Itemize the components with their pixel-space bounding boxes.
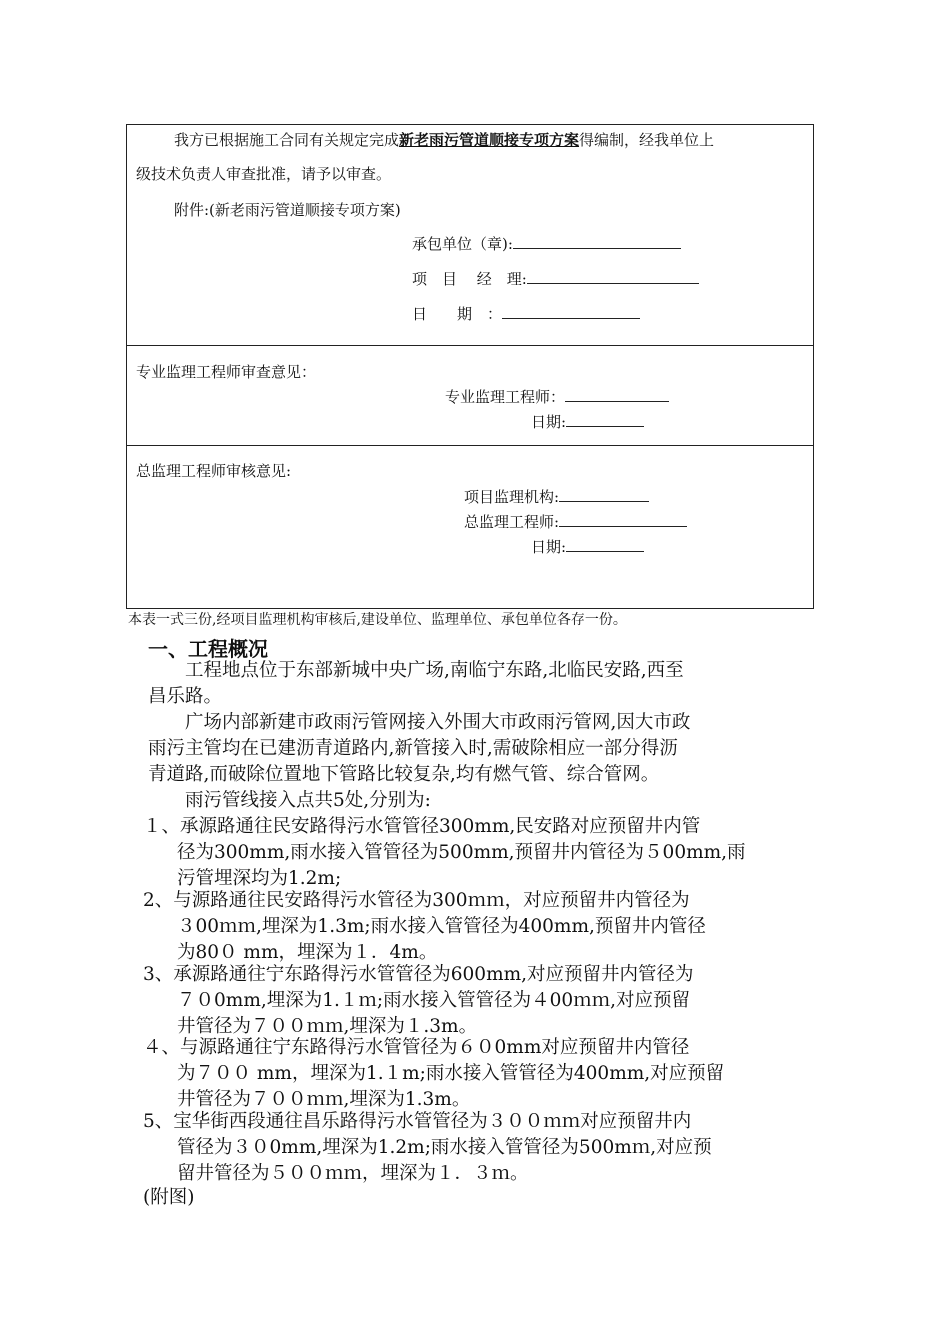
specialist-date-row: 日期: — [531, 411, 644, 432]
attachment-line: 附件:(新老雨污管道顺接专项方案) — [174, 201, 401, 219]
list-item: 管径为３０0mm,埋深为1.2m;雨水接入管管径为500mｍ,对应预 — [177, 1137, 712, 1158]
list-item: 2、与源路通往民安路得污水管径为300ｍｍ，对应预留井内管径为 — [143, 890, 690, 911]
chief-heading: 总监理工程师审核意见: — [136, 462, 292, 480]
chief-review-section — [127, 446, 813, 608]
list-item: 留井管径为５００ｍｍ，埋深为１．３ｍ。 — [177, 1163, 529, 1184]
paragraph-line: 雨污主管均在已建沥青道路内,新管接入时,需破除相应一部分得沥 — [148, 738, 678, 759]
list-item: 径为300mm,雨水接入管管径为500mm,预留井内管径为５00mm,雨 — [177, 842, 746, 863]
list-item: 为80０ mm，埋深为１．4m。 — [177, 942, 438, 963]
supervision-org-line[interactable] — [559, 486, 649, 502]
paragraph-line: 广场内部新建市政雨污管网接入外围大市政雨污管网,因大市政 — [148, 712, 691, 733]
specialist-date-line[interactable] — [566, 411, 644, 427]
list-item: 井管径为７００ｍｍ,埋深为1.3m。 — [177, 1089, 471, 1110]
list-item: １、承源路通往民安路得污水管管径300mm,民安路对应预留井内管 — [143, 816, 701, 837]
specialist-heading: 专业监理工程师审查意见： — [136, 363, 317, 381]
contractor-signature-line[interactable] — [513, 233, 681, 249]
chief-engineer-row: 总监理工程师: — [464, 511, 687, 532]
specialist-review-section — [127, 346, 813, 446]
chief-date-line[interactable] — [566, 536, 644, 552]
contractor-row: 承包单位（章): — [412, 233, 681, 254]
project-manager-signature-line[interactable] — [527, 268, 699, 284]
paragraph-line: 昌乐路。 — [148, 686, 223, 707]
specialist-signature-line[interactable] — [565, 386, 669, 402]
supervision-org-row: 项目监理机构: — [464, 486, 649, 507]
list-item: ３00ｍｍ,埋深为1.3m;雨水接入管管径为400mm,预留井内管径 — [177, 916, 706, 937]
list-item: 5、宝华街西段通往昌乐路得污水管管径为３００ｍｍ对应预留井内 — [143, 1111, 692, 1132]
chief-date-row: 日期: — [531, 536, 644, 557]
intro-line-1: 我方已根据施工合同有关规定完成新老雨污管道顺接专项方案得编制，经我单位上 — [174, 131, 715, 149]
approval-form — [126, 124, 814, 609]
project-manager-row: 项 目 经 理: — [412, 268, 699, 289]
paragraph-line: 雨污管线接入点共5处,分别为: — [148, 790, 431, 811]
date-line[interactable] — [502, 303, 640, 319]
section-title: 一、工程概况 — [148, 637, 268, 661]
appendix-note: (附图) — [143, 1187, 195, 1208]
list-item: ７０0mm,埋深为1.１ｍ;雨水接入管管径为４00ｍｍ,对应预留 — [177, 990, 691, 1011]
specialist-engineer-row: 专业监理工程师： — [445, 386, 669, 407]
list-item: 为７００ mm，埋深为1.１m;雨水接入管管径为400mm,对应预留 — [177, 1063, 725, 1084]
list-item: 3、承源路通往宁东路得污水管管径为600mm,对应预留井内管径为 — [143, 964, 694, 985]
list-item: 井管径为７００ｍｍ,埋深为１.3m。 — [177, 1016, 478, 1037]
paragraph-line: 青道路,而破除位置地下管路比较复杂,均有燃气管、综合管网。 — [148, 764, 660, 785]
date-row: 日 期 ： — [412, 303, 640, 324]
list-item: ４、与源路通往宁东路得污水管管径为６０0mm对应预留井内管径 — [143, 1037, 690, 1058]
submission-section — [127, 125, 813, 346]
paragraph-line: 工程地点位于东部新城中央广场,南临宁东路,北临民安路,西至 — [148, 660, 684, 681]
plan-title: 新老雨污管道顺接专项方案 — [399, 131, 580, 149]
list-item: 污管埋深均为1.2m; — [177, 868, 342, 889]
chief-signature-line[interactable] — [559, 511, 687, 527]
form-footnote: 本表一式三份,经项目监理机构审核后,建设单位、监理单位、承包单位各存一份。 — [128, 612, 627, 628]
intro-line-2: 级技术负责人审查批准，请予以审查。 — [136, 165, 392, 183]
